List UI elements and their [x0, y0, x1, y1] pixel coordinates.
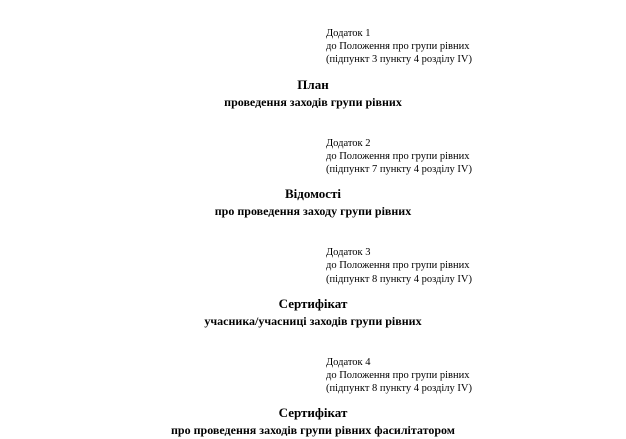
spacer	[0, 395, 626, 404]
annex-regulation: до Положення про групи рівних	[326, 150, 470, 162]
annex-regulation: до Положення про групи рівних	[326, 41, 470, 53]
annex-number: Додаток 2	[326, 137, 371, 149]
annex-reference	[326, 27, 626, 67]
annex-clause: (підпункт 8 пункту 4 розділу IV)	[326, 273, 472, 285]
document-section	[0, 356, 626, 439]
spacer	[0, 176, 626, 185]
annex-regulation: до Положення про групи рівних	[326, 260, 470, 272]
section-subtitle: про проведення заходу групи рівних	[214, 204, 412, 219]
section-subtitle: проведення заходів групи рівних	[224, 94, 402, 109]
document-section	[0, 27, 626, 111]
annex-reference	[326, 356, 626, 396]
annex-clause: (підпункт 3 пункту 4 розділу IV)	[326, 54, 472, 66]
section-spacer	[0, 330, 626, 356]
annex-number: Додаток 1	[326, 28, 371, 39]
section-title: Сертифікат	[278, 295, 348, 311]
annex-clause: (підпункт 7 пункту 4 розділу IV)	[326, 164, 472, 176]
annex-reference	[326, 246, 626, 286]
annex-regulation: до Положення про групи рівних	[326, 370, 470, 382]
section-title: Сертифікат	[278, 405, 348, 421]
section-title: План	[297, 76, 329, 92]
document-section	[0, 137, 626, 221]
spacer	[0, 286, 626, 295]
top-spacer	[0, 0, 626, 27]
annex-clause: (підпункт 8 пункту 4 розділу IV)	[326, 383, 472, 395]
annex-number: Додаток 3	[326, 247, 371, 259]
spacer	[0, 67, 626, 76]
section-subtitle: учасника/учасниці заходів групи рівних	[204, 313, 422, 328]
section-spacer	[0, 111, 626, 137]
annex-number: Додаток 4	[326, 356, 371, 368]
document-section	[0, 246, 626, 330]
section-title: Відомості	[284, 186, 342, 202]
annex-reference	[326, 137, 626, 177]
section-spacer	[0, 220, 626, 246]
section-subtitle: про проведення заходів групи рівних фасилітатором	[171, 423, 455, 438]
